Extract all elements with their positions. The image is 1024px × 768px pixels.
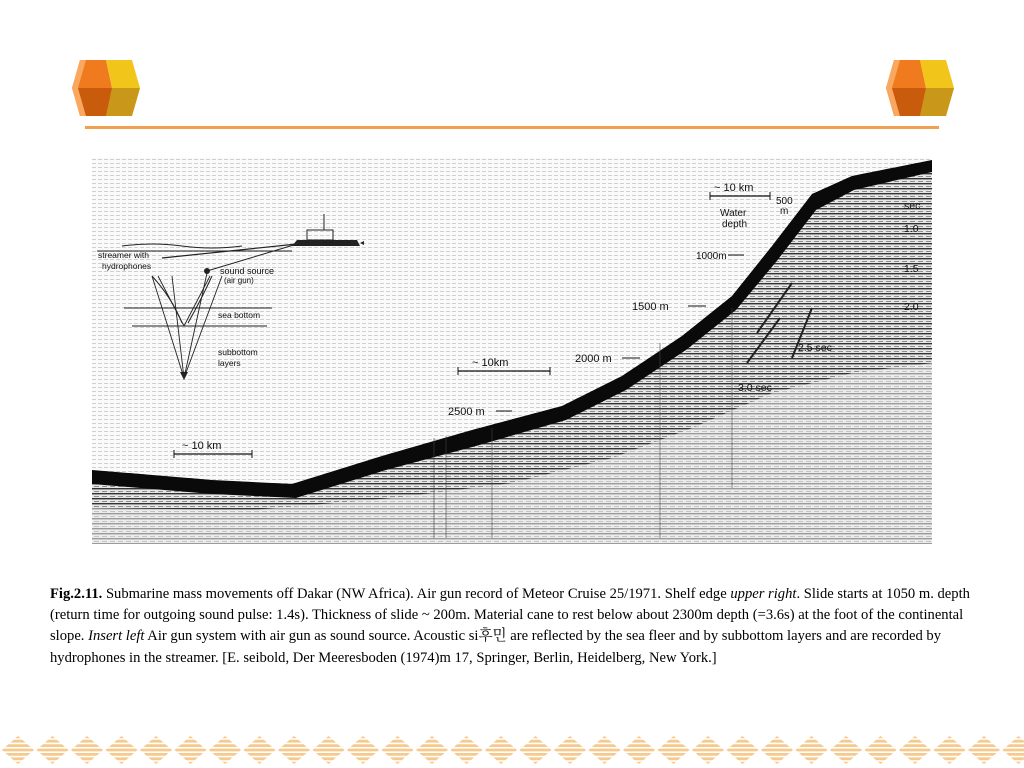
label-streamer: streamer with <box>98 250 150 260</box>
svg-text:sec: sec <box>904 200 921 212</box>
band-diamond <box>485 736 517 764</box>
label-sea-bottom: sea bottom <box>218 310 261 320</box>
svg-text:~ 10 km: ~ 10 km <box>182 440 222 452</box>
bottom-decor-band <box>0 735 1024 765</box>
logo-cube-left <box>66 58 142 118</box>
band-diamond <box>865 736 897 764</box>
band-diamond <box>382 736 414 764</box>
band-diamond <box>554 736 586 764</box>
band-diamond <box>899 736 931 764</box>
caption-upper-right: upper right <box>730 586 797 602</box>
band-diamond <box>692 736 724 764</box>
caption-text-2: . Slide starts at 1050 m. depth (return time for outgoing sound pulse: 1.4s). Thickness of slide ~ 200m. Material cane to rest below about 2300m depth (=3.6s) at the foot of the continental slope. <box>50 586 970 645</box>
svg-text:1.5: 1.5 <box>904 263 919 275</box>
svg-text:1500 m: 1500 m <box>632 301 669 313</box>
svg-text:2500 m: 2500 m <box>448 406 485 418</box>
figure-caption <box>50 584 980 669</box>
label-air-gun: (air gun) <box>224 276 254 285</box>
band-diamond <box>520 736 552 764</box>
band-diamond <box>175 736 207 764</box>
band-diamond <box>347 736 379 764</box>
svg-text:Water: Water <box>720 208 747 219</box>
band-diamond <box>658 736 690 764</box>
band-diamond <box>416 736 448 764</box>
band-diamond <box>244 736 276 764</box>
band-diamond <box>796 736 828 764</box>
band-diamond <box>968 736 1000 764</box>
band-diamond <box>209 736 241 764</box>
band-diamond <box>278 736 310 764</box>
svg-text:depth: depth <box>722 219 748 230</box>
band-diamond <box>1003 736 1024 764</box>
band-diamond <box>37 736 69 764</box>
caption-text-1: Submarine mass movements off Dakar (NW Africa). Air gun record of Meteor Cruise 25/1971. Shelf edge <box>102 586 731 602</box>
svg-text:1000m: 1000m <box>696 251 727 262</box>
svg-text:500: 500 <box>776 196 793 207</box>
band-diamond <box>451 736 483 764</box>
label-hydrophones: hydrophones <box>102 261 152 271</box>
band-diamond <box>2 736 34 764</box>
svg-text:2.5 sec: 2.5 sec <box>798 342 832 354</box>
caption-text-3: Air gun system with air gun as sound source. Acoustic si후민 are reflected by the sea fleer and by subbottom layers and are recorded by hydrophones in the streamer. [E. seibold, Der Meeresboden (1974)m 17, Springer, Berlin, Heidelberg, New York.] <box>50 628 942 666</box>
band-diamond <box>830 736 862 764</box>
caption-fig-label: Fig.2.11. <box>50 586 103 602</box>
svg-text:2000 m: 2000 m <box>575 353 612 365</box>
svg-text:m: m <box>780 206 789 217</box>
band-diamond <box>140 736 172 764</box>
svg-text:3.0 sec: 3.0 sec <box>738 382 772 394</box>
seismic-profile-image <box>92 158 932 544</box>
band-diamond <box>71 736 103 764</box>
band-diamond <box>623 736 655 764</box>
seismic-figure <box>92 158 932 544</box>
logo-cube-right <box>880 58 956 118</box>
svg-text:2.0: 2.0 <box>904 301 919 313</box>
band-diamond <box>313 736 345 764</box>
band-diamond <box>589 736 621 764</box>
band-diamond <box>761 736 793 764</box>
svg-text:1.0: 1.0 <box>904 223 919 235</box>
label-layers: layers <box>218 358 241 368</box>
label-subbottom: subbottom <box>218 347 258 357</box>
label-sound-source: sound source <box>220 266 275 276</box>
header-divider <box>85 126 939 129</box>
svg-text:~ 10 km: ~ 10 km <box>714 182 754 194</box>
svg-text:~ 10km: ~ 10km <box>472 357 509 369</box>
caption-insert-left: Insert left <box>88 628 145 645</box>
band-diamond <box>106 736 138 764</box>
band-diamond <box>934 736 966 764</box>
band-diamond <box>727 736 759 764</box>
